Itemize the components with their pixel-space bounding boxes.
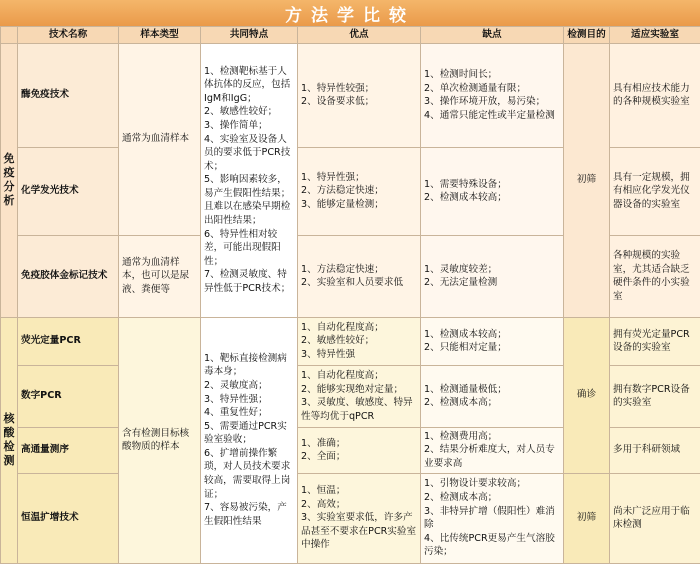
disadvantages: 1、检测通量极低； 2、检测成本高； (421, 365, 564, 427)
tech-name: 免疫胶体金标记技术 (18, 235, 119, 317)
advantages: 1、特异性较强； 2、设备要求低； (298, 43, 421, 147)
applicable-lab: 拥有数字PCR设备的实验室 (610, 365, 700, 427)
advantages: 1、自动化程度高； 2、能够实现绝对定量； 3、灵敏度、敏感度、特异性等均优于qPCR (298, 365, 421, 427)
header-name: 技术名称 (18, 27, 119, 44)
header-sample: 样本类型 (119, 27, 201, 44)
table-row (1, 317, 700, 365)
category-nucleic: 核酸检测 (1, 317, 18, 563)
category-immuno: 免疫分析 (1, 43, 18, 317)
header-advantages: 优点 (298, 27, 421, 44)
disadvantages: 1、检测费用高； 2、结果分析难度大，对人员专业要求高 (421, 427, 564, 473)
tech-name: 数字PCR (18, 365, 119, 427)
detection-purpose: 初筛 (564, 43, 610, 317)
header-disadvantages: 缺点 (421, 27, 564, 44)
sample-type: 含有检测目标核酸物质的样本 (119, 317, 201, 563)
header-lab: 适应实验室 (610, 27, 700, 44)
header-purpose: 检测目的 (564, 27, 610, 44)
tech-name: 恒温扩增技术 (18, 473, 119, 563)
applicable-lab: 具有相应技术能力的各种规模实验室 (610, 43, 700, 147)
applicable-lab: 各种规模的实验室，尤其适合缺乏硬件条件的小实验室 (610, 235, 700, 317)
tech-name: 酶免疫技术 (18, 43, 119, 147)
advantages: 1、恒温； 2、高效； 3、实验室要求低，许多产品甚至不要求在PCR实验室中操作 (298, 473, 421, 563)
applicable-lab: 具有一定规模，拥有相应化学发光仪器设备的实验室 (610, 147, 700, 235)
header-row (1, 27, 700, 44)
applicable-lab: 尚未广泛应用于临床检测 (610, 473, 700, 563)
sample-type: 通常为血清样本，也可以是尿液、粪便等 (119, 235, 201, 317)
advantages: 1、自动化程度高； 2、敏感性较好； 3、特异性强 (298, 317, 421, 365)
page-title: 方法学比较 (285, 5, 415, 26)
advantages: 1、方法稳定快速； 2、实验室和人员要求低 (298, 235, 421, 317)
disadvantages: 1、引物设计要求较高； 2、检测成本高； 3、非特异扩增（假阳性）难消除 4、比传统PCR更易产生气溶胶污染； (421, 473, 564, 563)
comparison-table (0, 26, 700, 564)
table-row (1, 43, 700, 147)
sample-type: 通常为血清样本 (119, 43, 201, 235)
table-row (1, 473, 700, 563)
disadvantages: 1、需要特殊设备； 2、检测成本较高； (421, 147, 564, 235)
disadvantages: 1、灵敏度较差； 2、无法定量检测 (421, 235, 564, 317)
header-blank (1, 27, 18, 44)
common-features: 1、靶标直接检测病毒本身； 2、灵敏度高； 3、特异性强； 4、重复性好； 5、需要通过PCR实验室验收； 6、扩增前操作繁琐，对人员技术要求较高，需要取得上岗证； 7、容易被污染，产生假阳性结果 (201, 317, 298, 563)
advantages: 1、特异性强； 2、方法稳定快速； 3、能够定量检测； (298, 147, 421, 235)
common-features: 1、检测靶标基于人体抗体的反应，包括IgM和IgG； 2、敏感性较好； 3、操作简单； 4、实验室及设备人员的要求低于PCR技术； 5、影响因素较多，易产生假阳性结果；且难以在感染早期检出阳性结果； 6、特异性相对较差，可能出现假阳性； 7、检测灵敏度、特异性低于PCR技术； (201, 43, 298, 317)
page-title-bar (0, 0, 700, 26)
tech-name: 高通量测序 (18, 427, 119, 473)
tech-name: 化学发光技术 (18, 147, 119, 235)
applicable-lab: 多用于科研领域 (610, 427, 700, 473)
tech-name: 荧光定量PCR (18, 317, 119, 365)
header-common: 共同特点 (201, 27, 298, 44)
disadvantages: 1、检测时间长； 2、单次检测通量有限； 3、操作环境开放，易污染； 4、通常只能定性或半定量检测 (421, 43, 564, 147)
advantages: 1、准确； 2、全面； (298, 427, 421, 473)
applicable-lab: 拥有荧光定量PCR设备的实验室 (610, 317, 700, 365)
detection-purpose: 确诊 (564, 317, 610, 473)
disadvantages: 1、检测成本较高； 2、只能相对定量； (421, 317, 564, 365)
detection-purpose: 初筛 (564, 473, 610, 563)
